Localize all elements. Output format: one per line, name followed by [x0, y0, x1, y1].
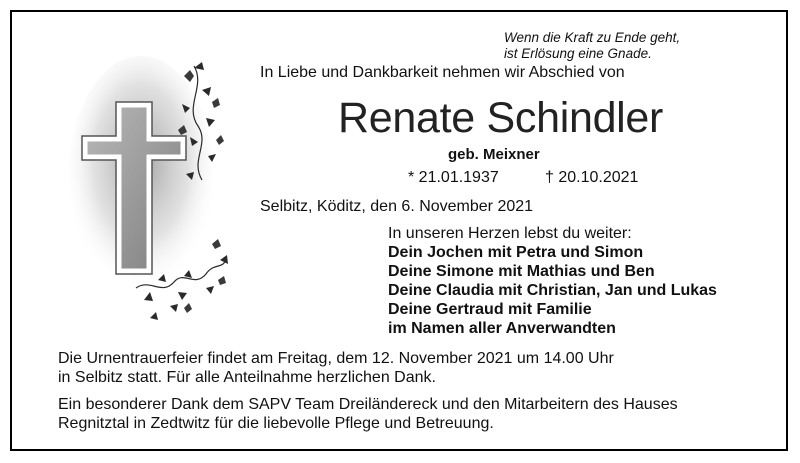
thanks-line-1: Ein besonderer Dank dem SAPV Team Dreiländereck und den Mitarbeitern des Hauses: [58, 396, 678, 413]
place-and-date: Selbitz, Köditz, den 6. November 2021: [260, 198, 534, 215]
thanks-text: [58, 395, 678, 433]
family-line: im Namen aller Anverwandten: [388, 320, 616, 337]
obituary-notice: [10, 10, 788, 451]
motto-line-2: ist Erlösung eine Gnade.: [504, 46, 652, 61]
ceremony-line-1: Die Urnentrauerfeier findet am Freitag, dem 12. November 2021 um 14.00 Uhr: [58, 350, 614, 367]
birth-name: geb. Meixner: [448, 146, 540, 163]
family-line: Deine Gertraud mit Familie: [388, 301, 592, 318]
family-line: Deine Simone mit Mathias und Ben: [388, 263, 655, 280]
motto-line-1: Wenn die Kraft zu Ende geht,: [504, 30, 681, 45]
family-line: Dein Jochen mit Petra und Simon: [388, 244, 644, 261]
ceremony-info: [58, 349, 614, 387]
deceased-name: Renate Schindler: [338, 94, 664, 142]
cross-with-ivy-icon: [66, 56, 232, 326]
family-heading: In unseren Herzen lebst du weiter:: [388, 225, 632, 242]
family-line: Deine Claudia mit Christian, Jan und Lukas: [388, 282, 717, 299]
intro-text: In Liebe und Dankbarkeit nehmen wir Abschied von: [260, 64, 625, 81]
thanks-line-2: Regnitztal in Zedtwitz für die liebevolle Pflege und Betreuung.: [58, 415, 494, 432]
motto-quote: [504, 30, 774, 62]
birth-date: * 21.01.1937: [408, 169, 499, 186]
family-list: [388, 224, 717, 338]
death-date: † 20.10.2021: [545, 169, 639, 186]
ceremony-line-2: in Selbitz statt. Für alle Anteilnahme herzlichen Dank.: [58, 369, 436, 386]
